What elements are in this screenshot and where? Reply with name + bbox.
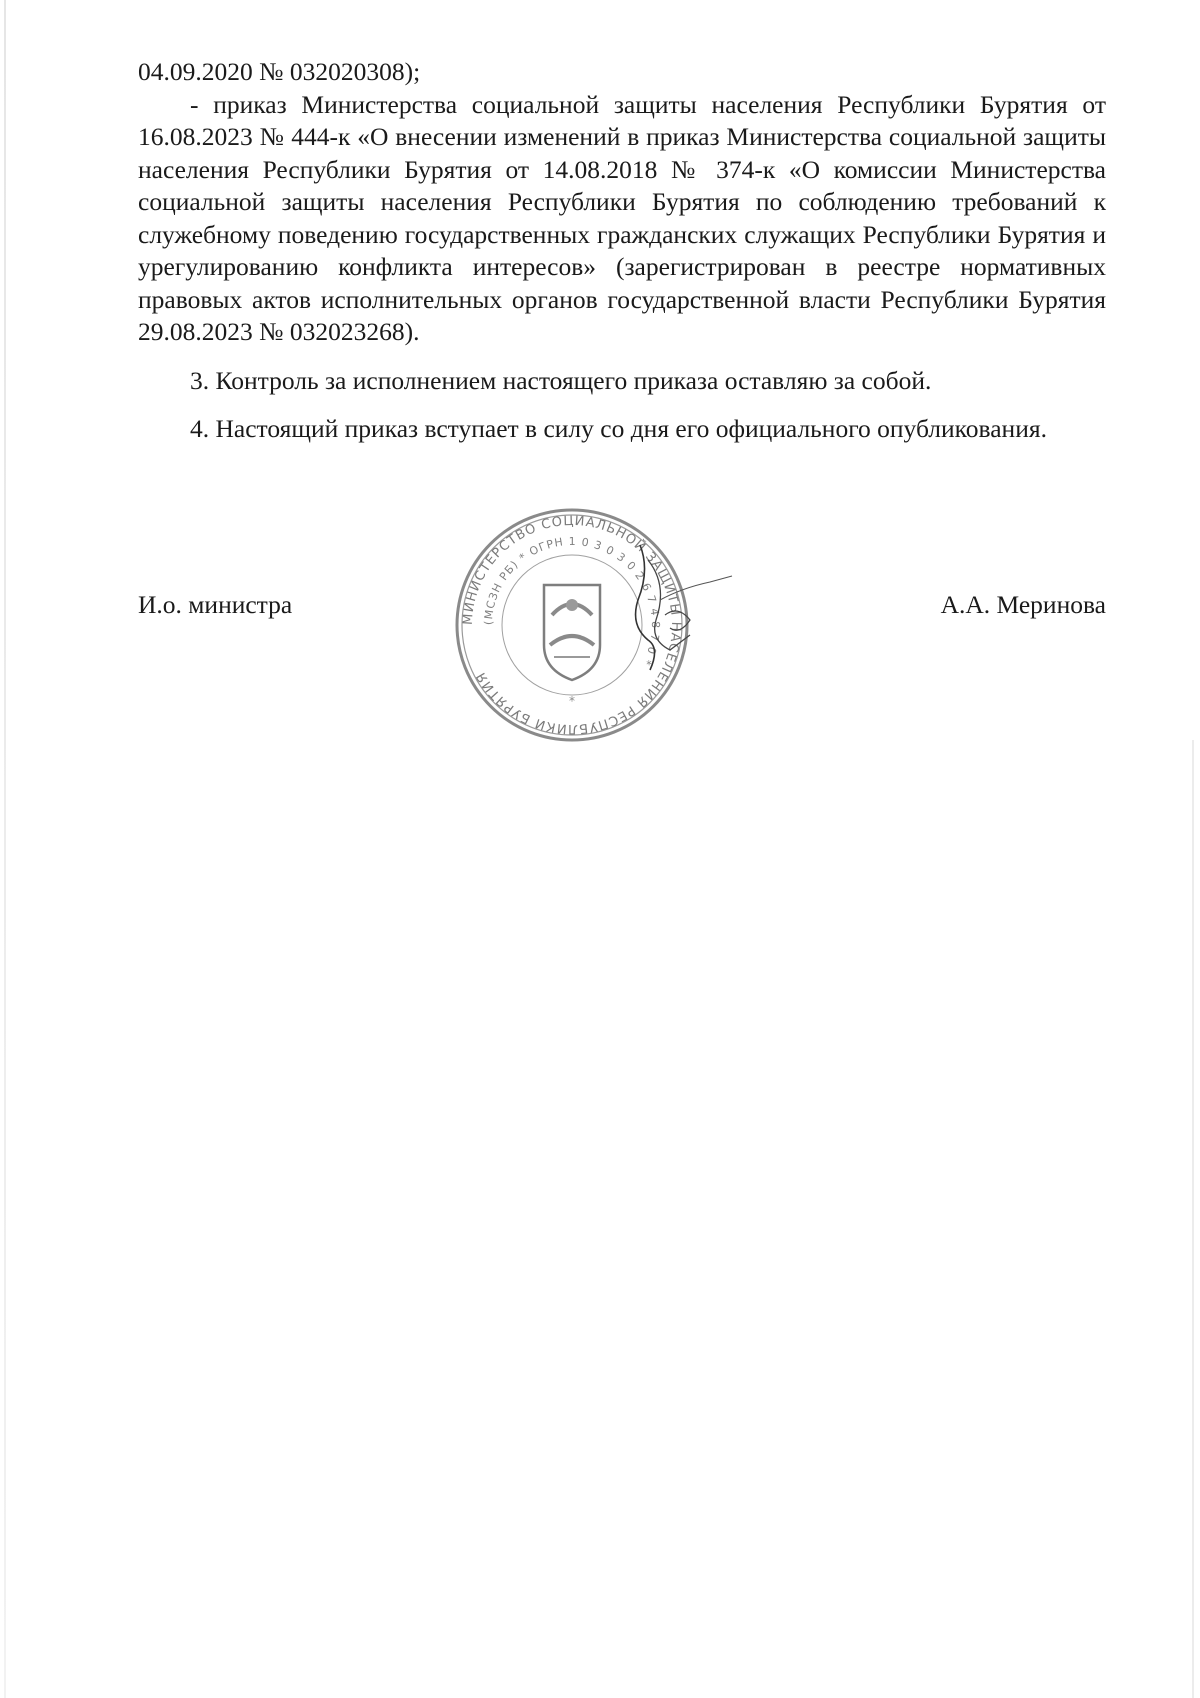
document-body (138, 56, 1106, 446)
paragraph-item-4: 4. Настоящий приказ вступает в силу со дня его официального опубликования. (190, 414, 1047, 443)
paragraph-order-amendment: - приказ Министерства социальной защиты населения Республики Бурятия от 16.08.2023 № 444-к «О внесении изменений в приказ Министерства социальной защиты населения Республики Бурятия от 14.08.2018 № 374-к «О комиссии Министерства социальной защиты населения Республики Бурятия по соблюдению требований к служебному поведению государственных гражданских служащих Республики Бурятия и урегулированию конфликта интересов» (зарегистрирован в реестре нормативных правовых актов исполнительных органов государственной власти Республики Бурятия 29.08.2023 № 032023268). (138, 89, 1106, 346)
svg-text:МИНИСТЕРСТВО СОЦИАЛЬНОЙ ЗАЩИТЫ: МИНИСТЕРСТВО СОЦИАЛЬНОЙ ЗАЩИТЫ НАСЕЛЕНИЯ РЕСПУБЛИКИ БУРЯТИЯ (460, 513, 684, 737)
signatory-title: И.о. министра (138, 590, 293, 619)
svg-text:*: * (569, 694, 575, 708)
paragraph-item-3: 3. Контроль за исполнением настоящего приказа оставляю за собой. (190, 365, 932, 395)
paragraph-continuation: 04.09.2020 № 032020308); (138, 57, 421, 86)
svg-text:(МСЗН РБ) * ОГРН 1 0 3 0 3 0 2: (МСЗН РБ) * ОГРН 1 0 3 0 3 0 2 6 7 4 8 7 0 * (481, 534, 663, 669)
coat-of-arms-emblem (544, 585, 600, 680)
scan-edge-right (1192, 740, 1194, 1698)
scan-edge-left (4, 0, 6, 1698)
handwritten-signature (620, 540, 740, 680)
signatory-name: А.А. Меринова (940, 590, 1106, 619)
